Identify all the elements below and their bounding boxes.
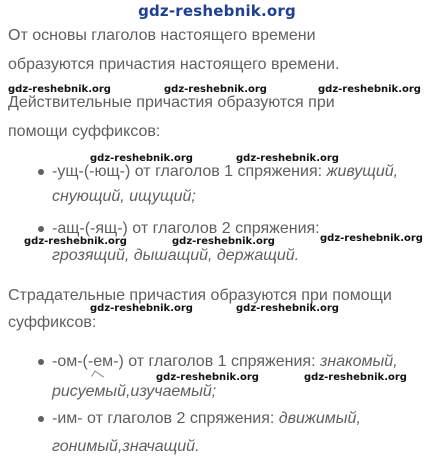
active-item-2-line-1: -ащ-(-ящ-) от глаголов 2 спряжения:	[52, 220, 320, 237]
watermark: gdz-reshebnik.org	[318, 84, 421, 95]
list-bullet	[38, 226, 44, 232]
watermark: gdz-reshebnik.org	[320, 233, 423, 244]
passive-item-1-examples-start: знакомый,	[319, 353, 398, 370]
list-bullet	[38, 416, 44, 422]
watermark-header: gdz-reshebnik.org	[138, 2, 296, 20]
passive-item-2-line-1	[52, 409, 361, 429]
watermark: gdz-reshebnik.org	[90, 303, 193, 314]
intro-line-2: образуются причастия настоящего времени.	[8, 56, 340, 73]
watermark: gdz-reshebnik.org	[236, 303, 339, 314]
intro-line-1: От основы глаголов настоящего времени	[8, 27, 316, 44]
passive-line-2: суффиксов:	[8, 314, 97, 331]
passive-item-2-suffix: -им- от глаголов 2 спряжения:	[52, 410, 279, 427]
pen-mark-icon	[91, 370, 104, 382]
watermark: gdz-reshebnik.org	[164, 84, 267, 95]
passive-item-1-suffix: -ом-(-ем-) от глаголов 1 спряжения:	[52, 353, 320, 370]
active-item-1-suffix: -ущ-(-ющ-) от глаголов 1 спряжения:	[52, 163, 327, 180]
passive-item-2-examples-start: движимый,	[278, 410, 361, 427]
active-item-2-examples: грозящий, дышащий, держащий.	[52, 247, 300, 264]
passive-item-1-line-1	[52, 352, 398, 372]
watermark: gdz-reshebnik.org	[236, 153, 339, 164]
watermark: gdz-reshebnik.org	[8, 84, 111, 95]
passive-item-2-examples: гонимый,значащий.	[52, 438, 200, 455]
active-item-1-examples-start: живущий,	[326, 163, 399, 180]
watermark: gdz-reshebnik.org	[156, 372, 259, 383]
watermark: gdz-reshebnik.org	[172, 236, 275, 247]
active-line-2: помощи суффиксов:	[8, 123, 161, 140]
active-item-1-line-1	[52, 162, 398, 182]
watermark: gdz-reshebnik.org	[24, 236, 127, 247]
active-item-1-examples: снующий, ищущий;	[52, 188, 196, 205]
watermark: gdz-reshebnik.org	[90, 153, 193, 164]
watermark: gdz-reshebnik.org	[304, 372, 407, 383]
list-bullet	[38, 169, 44, 175]
list-bullet	[38, 359, 44, 365]
passive-item-1-examples: рисуемый,изучаемый;	[52, 383, 217, 400]
passive-line-1: Страдательные причастия образуются при помощи	[8, 287, 392, 304]
active-line-1: Действительные причастия образуются при	[8, 94, 335, 111]
